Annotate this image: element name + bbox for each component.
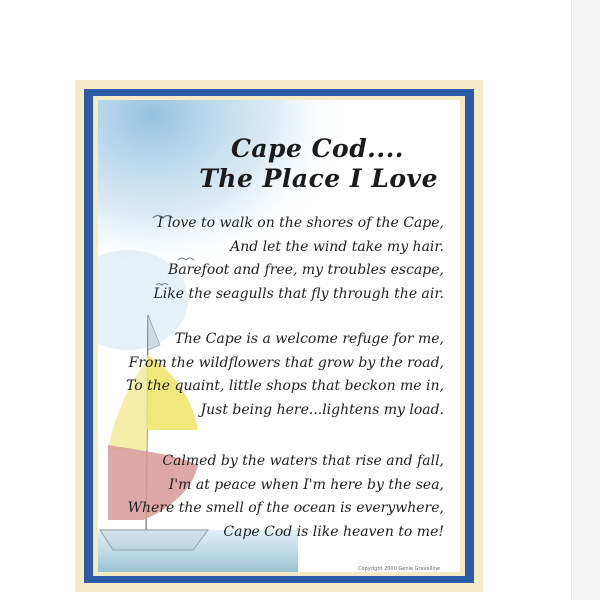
poem-title-line-2: The Place I Love (199, 164, 438, 193)
stanza-3 (128, 450, 444, 544)
poem-line: Cape Cod is like heaven to me! (223, 523, 444, 540)
stanza-1 (153, 212, 444, 306)
background-edge (571, 0, 600, 600)
poem-line: I love to walk on the shores of the Cape, (157, 215, 444, 231)
poem-line: Calmed by the waters that rise and fall, (162, 453, 444, 469)
poem-line: Like the seagulls that fly through the air. (153, 285, 444, 302)
copyright-text: Copyright 2000 Genie Gravelline (358, 566, 440, 572)
poem-line: The Cape is a welcome refuge for me, (174, 331, 444, 347)
poem-line: Just being here...lightens my load. (200, 401, 444, 418)
poem-paper (98, 100, 460, 572)
poem-line: And let the wind take my hair. (230, 238, 444, 255)
poem-line: Where the smell of the ocean is everywhere, (127, 500, 444, 517)
poem-line: Barefoot and free, my troubles escape, (168, 262, 444, 279)
stanza-2 (126, 328, 444, 422)
poem-title-line-1: Cape Cod.... (230, 134, 404, 163)
poem-line: From the wildflowers that grow by the road, (128, 354, 444, 371)
poem-line: I'm at peace when I'm here by the sea, (168, 476, 444, 493)
poem-line: To the quaint, little shops that beckon me in, (126, 378, 444, 395)
